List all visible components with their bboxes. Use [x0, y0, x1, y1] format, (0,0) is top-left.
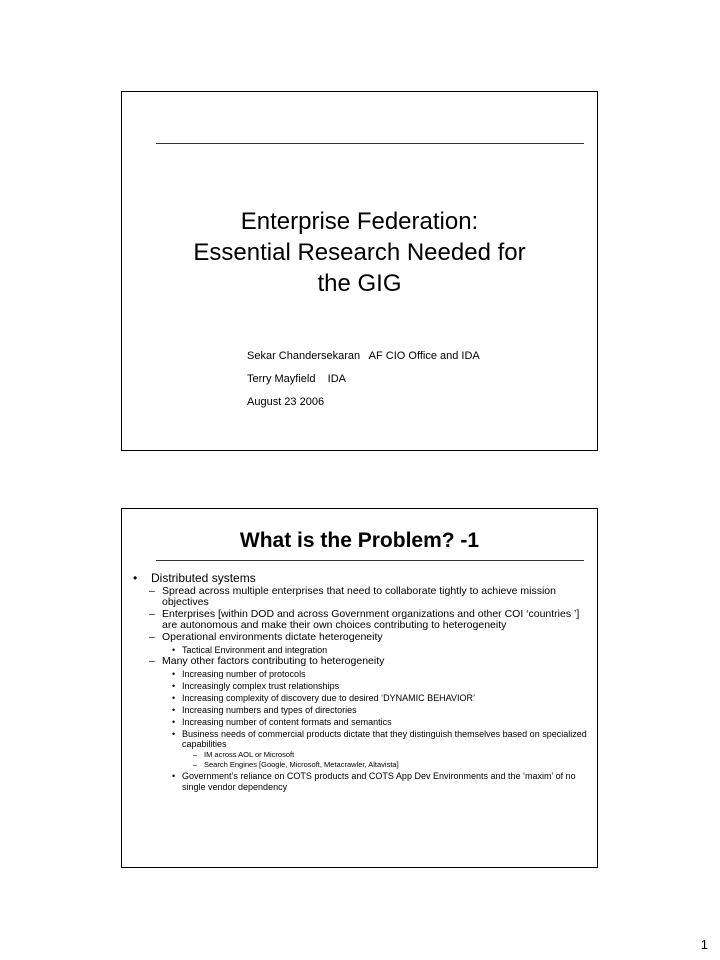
bullet-item-level-1 [122, 571, 592, 792]
slide-title: What is the Problem? -1 [239, 529, 480, 552]
bullet-item-level-4 [192, 760, 592, 770]
bullet-text: IM across AOL or Microsoft [204, 750, 295, 759]
bullet-text: Government’s reliance on COTS products and COTS App Dev Environments and the ‘maxim’ of no single vendor dependency [182, 771, 576, 792]
bullet-text: Increasing complexity of discovery due to desired ‘DYNAMIC BEHAVIOR’ [182, 692, 475, 703]
bullet-marker: – [193, 760, 198, 769]
bullet-list-level-1 [122, 571, 592, 792]
bullet-list-level-3 [161, 645, 592, 656]
bullet-marker: – [149, 585, 155, 597]
bullet-text: Many other factors contributing to heterogeneity [162, 655, 385, 667]
bullet-item-level-3 [171, 729, 592, 770]
bullet-marker: • [172, 728, 176, 739]
bullet-list-level-3 [161, 669, 592, 793]
bullet-marker: – [149, 608, 155, 620]
bullet-item-level-3 [171, 669, 592, 680]
bullet-item-level-3 [171, 693, 592, 704]
bullet-marker: • [133, 571, 138, 585]
bullet-marker: • [172, 771, 176, 781]
bullet-list-level-4 [182, 750, 592, 770]
bullet-text: Operational environments dictate heterogeneity [162, 631, 383, 643]
bullet-marker: • [172, 704, 176, 715]
bullet-item-level-3 [171, 717, 592, 728]
bullet-text: Increasing number of content formats and semantics [182, 716, 392, 727]
date-line: August 23 2006 [247, 396, 325, 408]
title-line-3: the GIG [317, 270, 402, 297]
bullet-item-level-3 [171, 771, 592, 792]
title-line-1: Enterprise Federation: [240, 208, 479, 235]
bullet-marker: – [149, 655, 155, 667]
bullet-item-level-3 [171, 681, 592, 692]
bullet-text: Increasing number of protocols [182, 668, 306, 679]
page-number: 1 [700, 937, 708, 952]
author-line: Terry Mayfield IDA [247, 373, 347, 385]
bullet-text: Spread across multiple enterprises that need to collaborate tightly to achieve mission objectives [162, 585, 556, 608]
title-rule [156, 143, 584, 144]
bullet-marker: • [172, 668, 176, 679]
bullet-item-level-3 [171, 705, 592, 716]
bullet-text: Enterprises [within DOD and across Government organizations and other COI ‘countries ’] are autonomous and make their own choices contributing to heterogeneity [162, 608, 580, 631]
title-rule [156, 560, 584, 561]
bullet-item-level-2 [151, 656, 592, 792]
title-line-2: Essential Research Needed for [193, 239, 526, 266]
bullet-text: Tactical Environment and integration [182, 644, 328, 655]
bullet-marker: • [172, 644, 176, 655]
bullet-marker: – [149, 631, 155, 643]
bullet-text: Increasingly complex trust relationships [182, 680, 340, 691]
bullet-marker: • [172, 716, 176, 727]
bullet-list-level-2 [151, 586, 592, 792]
author-block [247, 349, 480, 418]
bullet-item-level-2 [151, 632, 592, 655]
bullet-item-level-2 [151, 609, 592, 631]
bullet-marker: • [172, 680, 176, 691]
bullet-text: Distributed systems [151, 571, 256, 585]
bullet-marker: – [193, 750, 198, 759]
bullet-item-level-4 [192, 750, 592, 760]
slide-2 [121, 508, 598, 868]
bullet-text: Business needs of commercial products dictate that they distinguish themselves based on specialized capabilities [182, 728, 587, 749]
bullet-marker: • [172, 692, 176, 703]
slide-1 [121, 91, 598, 451]
slide-title [142, 206, 577, 299]
bullet-item-level-3 [171, 645, 592, 656]
author-line: Sekar Chandersekaran AF CIO Office and IDA [247, 350, 480, 362]
bullet-text: Increasing numbers and types of directories [182, 704, 357, 715]
bullet-list [122, 571, 592, 792]
bullet-item-level-2 [151, 586, 592, 608]
bullet-text: Search Engines [Google, Microsoft, Metacrawler, Altavista] [204, 760, 399, 769]
